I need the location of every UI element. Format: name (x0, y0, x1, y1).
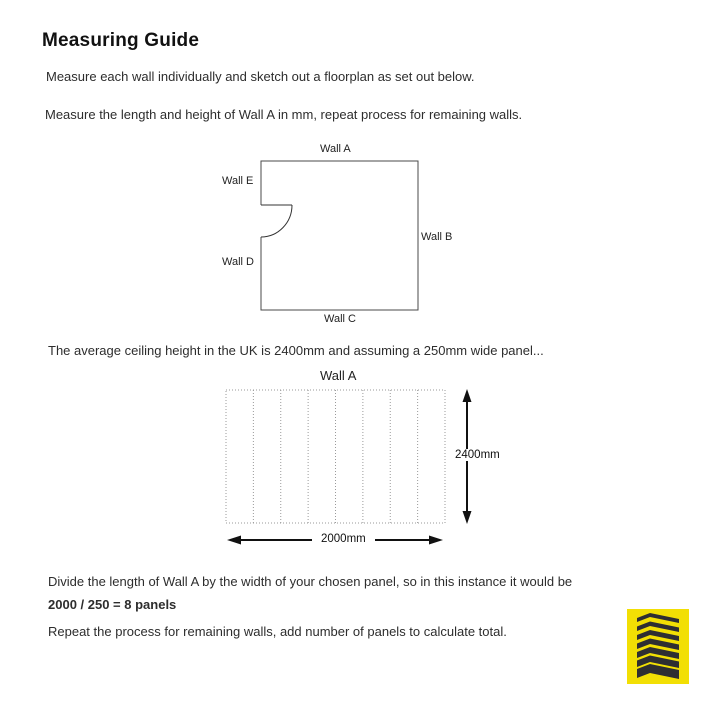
brand-logo (627, 609, 689, 684)
floorplan-wall-a-label: Wall A (320, 143, 351, 155)
floorplan-room-outline (261, 161, 418, 310)
floorplan-wall-e-label: Wall E (222, 175, 254, 187)
measure-paragraph: Measure the length and height of Wall A in mm, repeat process for remaining walls. (45, 107, 523, 122)
panel-diagram-title: Wall A (320, 368, 357, 383)
panel-dividers (253, 390, 417, 523)
width-dimension-label: 2000mm (321, 533, 366, 545)
floorplan-wall-d-label: Wall D (222, 256, 254, 268)
page-title: Measuring Guide (42, 30, 200, 51)
floorplan-wall-c-label: Wall C (324, 313, 356, 325)
panel-diagram (215, 385, 515, 550)
floorplan-wall-b-label: Wall B (421, 231, 453, 243)
intro-paragraph: Measure each wall individually and sketch out a floorplan as set out below. (46, 69, 475, 84)
height-dimension-label: 2400mm (455, 449, 500, 461)
ceiling-paragraph: The average ceiling height in the UK is 2400mm and assuming a 250mm wide panel... (48, 343, 544, 358)
floorplan-door-arc (261, 205, 292, 237)
repeat-paragraph: Repeat the process for remaining walls, add number of panels to calculate total. (48, 624, 507, 639)
divide-paragraph: Divide the length of Wall A by the width of your chosen panel, so in this instance it would be (48, 574, 573, 589)
formula-text: 2000 / 250 = 8 panels (48, 597, 177, 612)
